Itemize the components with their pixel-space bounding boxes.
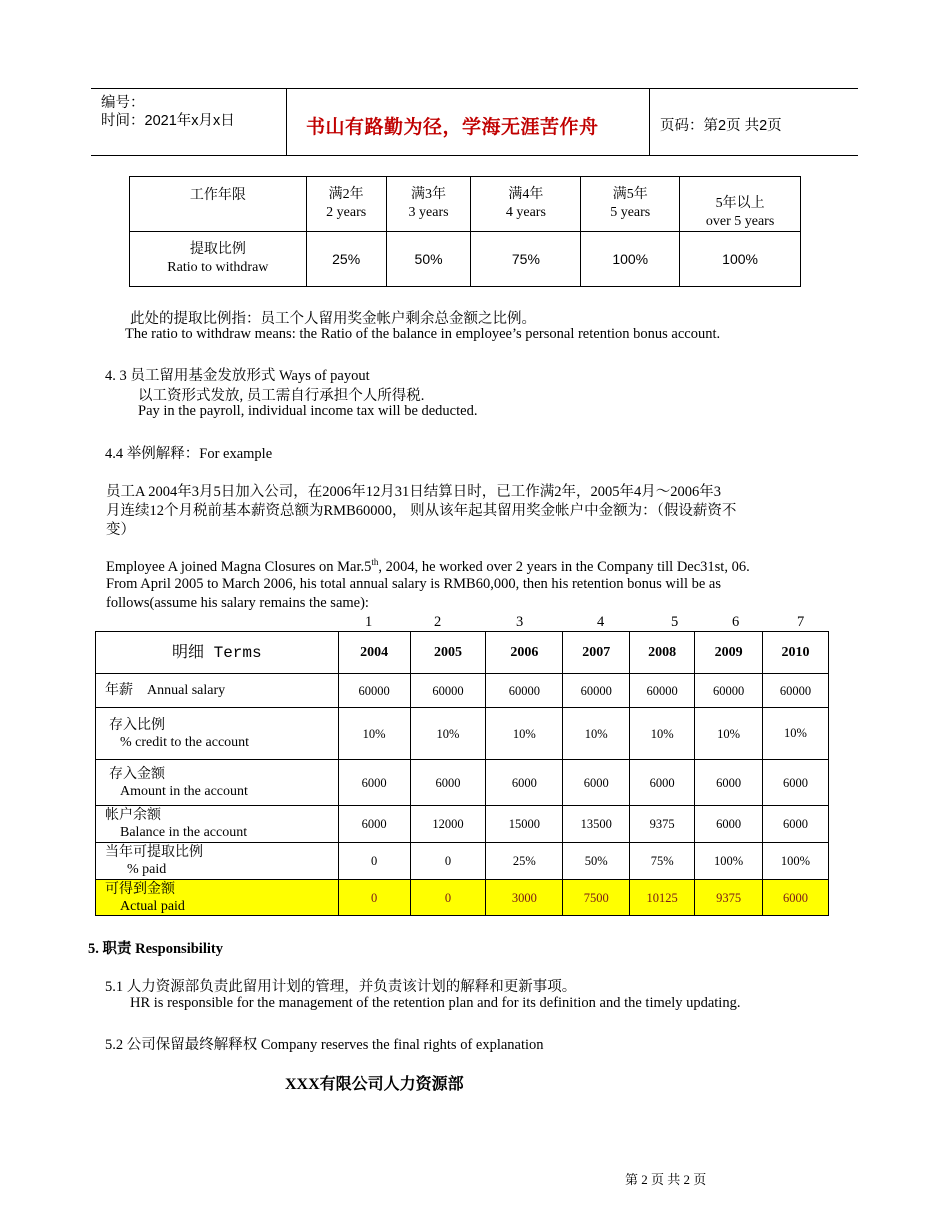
table-cell: 50% xyxy=(563,843,630,880)
row-label: 帐户余额 Balance in the account xyxy=(96,806,339,843)
table-cell: 60000 xyxy=(563,674,630,708)
table-cell: 6000 xyxy=(338,760,410,806)
table-cell: 100% xyxy=(763,843,829,880)
ratio-label: 提取比例 Ratio to withdraw xyxy=(130,232,307,287)
row-label: 可得到金额 Actual paid xyxy=(96,880,339,916)
example-en-line-3: follows(assume his salary remains the same): xyxy=(106,595,369,611)
table-cell: 6000 xyxy=(763,806,829,843)
section-5-1-cn: 5.1 人力资源部负责此留用计划的管理，并负责该计划的解释和更新事项。 xyxy=(105,979,577,995)
year-header: 2004 xyxy=(338,632,410,674)
table-cell: 0 xyxy=(338,880,410,916)
retention-bonus-table xyxy=(95,631,829,916)
table-cell: 6000 xyxy=(763,880,829,916)
example-cn-line-3: 变） xyxy=(106,522,135,538)
table-cell: 6000 xyxy=(563,760,630,806)
table-cell: 6000 xyxy=(763,760,829,806)
document-date-label: 时间：2021年x月x日 xyxy=(101,113,235,129)
row-label: 存入金额 Amount in the account xyxy=(96,760,339,806)
header-page-label: 页码：第2页 共2页 xyxy=(660,118,782,134)
table-cell: 10125 xyxy=(630,880,695,916)
column-number: 5 xyxy=(671,614,679,630)
section-5-heading: 5. 职责 Responsibility xyxy=(88,941,223,957)
table-cell: 60000 xyxy=(763,674,829,708)
row-label: 年薪 Annual salary xyxy=(96,674,339,708)
table-cell: 6000 xyxy=(338,806,410,843)
table-row xyxy=(96,760,829,806)
table-cell: 满3年 3 years xyxy=(386,177,471,232)
year-header: 2007 xyxy=(563,632,630,674)
table-row xyxy=(96,843,829,880)
table-cell: 0 xyxy=(338,843,410,880)
row-label: 存入比例 % credit to the account xyxy=(96,708,339,760)
table-cell: 25% xyxy=(306,232,386,287)
table-cell: 10% xyxy=(410,708,486,760)
table-cell: 10% xyxy=(763,708,829,760)
section-5-1-en: HR is responsible for the management of the retention plan and for its definition and the timely updating. xyxy=(130,995,741,1011)
header-motto: 书山有路勤为径，学海无涯苦作舟 xyxy=(306,117,599,138)
document-number-label: 编号： xyxy=(101,95,145,111)
table-cell: 6000 xyxy=(695,806,763,843)
table-cell: 13500 xyxy=(563,806,630,843)
terms-header: 明细 Terms xyxy=(96,632,339,674)
example-en-line-1: Employee A joined Magna Closures on Mar.5th, 2004, he worked over 2 years in the Company till Dec31st, 06. xyxy=(106,557,750,575)
table-cell: 60000 xyxy=(338,674,410,708)
table-cell: 10% xyxy=(486,708,563,760)
table-cell: 3000 xyxy=(486,880,563,916)
table-cell: 50% xyxy=(386,232,471,287)
section-5-2: 5.2 公司保留最终解释权 Company reserves the final rights of explanation xyxy=(105,1037,544,1053)
column-number: 7 xyxy=(797,614,805,630)
section-4-3-heading: 4. 3 员工留用基金发放形式 Ways of payout xyxy=(105,368,370,384)
table-cell: 12000 xyxy=(410,806,486,843)
table-row xyxy=(130,177,801,232)
year-header: 2008 xyxy=(630,632,695,674)
table-row xyxy=(96,806,829,843)
column-number: 3 xyxy=(516,614,524,630)
table-cell: 100% xyxy=(581,232,680,287)
table-cell: 60000 xyxy=(486,674,563,708)
example-cn-line-1: 员工A 2004年3月5日加入公司，在2006年12月31日结算日时，已工作满2年，2005年4月～2006年3 xyxy=(106,484,722,500)
column-number: 1 xyxy=(365,614,373,630)
table-cell: 60000 xyxy=(630,674,695,708)
section-4-3-en: Pay in the payroll, individual income tax will be deducted. xyxy=(138,403,478,419)
table-cell: 100% xyxy=(695,843,763,880)
table-cell: 100% xyxy=(680,232,801,287)
table-cell: 10% xyxy=(695,708,763,760)
table-cell: 75% xyxy=(630,843,695,880)
table-cell: 25% xyxy=(486,843,563,880)
table-cell: 6000 xyxy=(410,760,486,806)
table-cell: 15000 xyxy=(486,806,563,843)
row-label: 当年可提取比例 % paid xyxy=(96,843,339,880)
year-header: 2006 xyxy=(486,632,563,674)
column-number: 4 xyxy=(597,614,605,630)
table-cell: 9375 xyxy=(695,880,763,916)
table-row xyxy=(96,708,829,760)
year-header: 2010 xyxy=(763,632,829,674)
table-cell: 75% xyxy=(471,232,581,287)
signature-department: XXX有限公司人力资源部 xyxy=(285,1076,464,1093)
table-cell: 满5年 5 years xyxy=(581,177,680,232)
table-cell: 6000 xyxy=(630,760,695,806)
table-row xyxy=(130,232,801,287)
table-cell: 0 xyxy=(410,843,486,880)
service-years-label: 工作年限 xyxy=(130,177,307,232)
year-header: 2009 xyxy=(695,632,763,674)
table-cell: 60000 xyxy=(695,674,763,708)
year-header: 2005 xyxy=(410,632,486,674)
example-en-line-2: From April 2005 to March 2006, his total annual salary is RMB60,000, then his retention bonus will be as xyxy=(106,576,721,592)
table-cell: 7500 xyxy=(563,880,630,916)
example-cn-line-2: 月连续12个月税前基本薪资总额为RMB60000， 则从该年起其留用奖金帐户中金额为：（假设薪资不 xyxy=(106,503,737,519)
table-cell: 10% xyxy=(630,708,695,760)
table-row-highlighted xyxy=(96,880,829,916)
table-cell: 6000 xyxy=(695,760,763,806)
table-cell: 满4年 4 years xyxy=(471,177,581,232)
table-cell: 60000 xyxy=(410,674,486,708)
table-cell: 10% xyxy=(338,708,410,760)
table-cell: 9375 xyxy=(630,806,695,843)
column-number: 6 xyxy=(732,614,740,630)
table-cell: 6000 xyxy=(486,760,563,806)
section-4-4-heading: 4.4 举例解释：For example xyxy=(105,446,273,462)
ratio-note-en: The ratio to withdraw means: the Ratio of the balance in employee’s personal retention bonus account. xyxy=(125,326,721,342)
table-cell: 满2年 2 years xyxy=(306,177,386,232)
column-number: 2 xyxy=(434,614,442,630)
ratio-note-cn: 此处的提取比例指：员工个人留用奖金帐户剩余总金额之比例。 xyxy=(130,311,536,327)
table-header-row xyxy=(96,632,829,674)
withdraw-ratio-table xyxy=(129,176,801,287)
page-footer: 第 2 页 共 2 页 xyxy=(625,1172,707,1187)
table-cell: 0 xyxy=(410,880,486,916)
table-row xyxy=(96,674,829,708)
table-cell: 5年以上 over 5 years xyxy=(680,177,801,232)
section-4-3-cn: 以工资形式发放, 员工需自行承担个人所得税. xyxy=(138,388,425,404)
table-cell: 10% xyxy=(563,708,630,760)
